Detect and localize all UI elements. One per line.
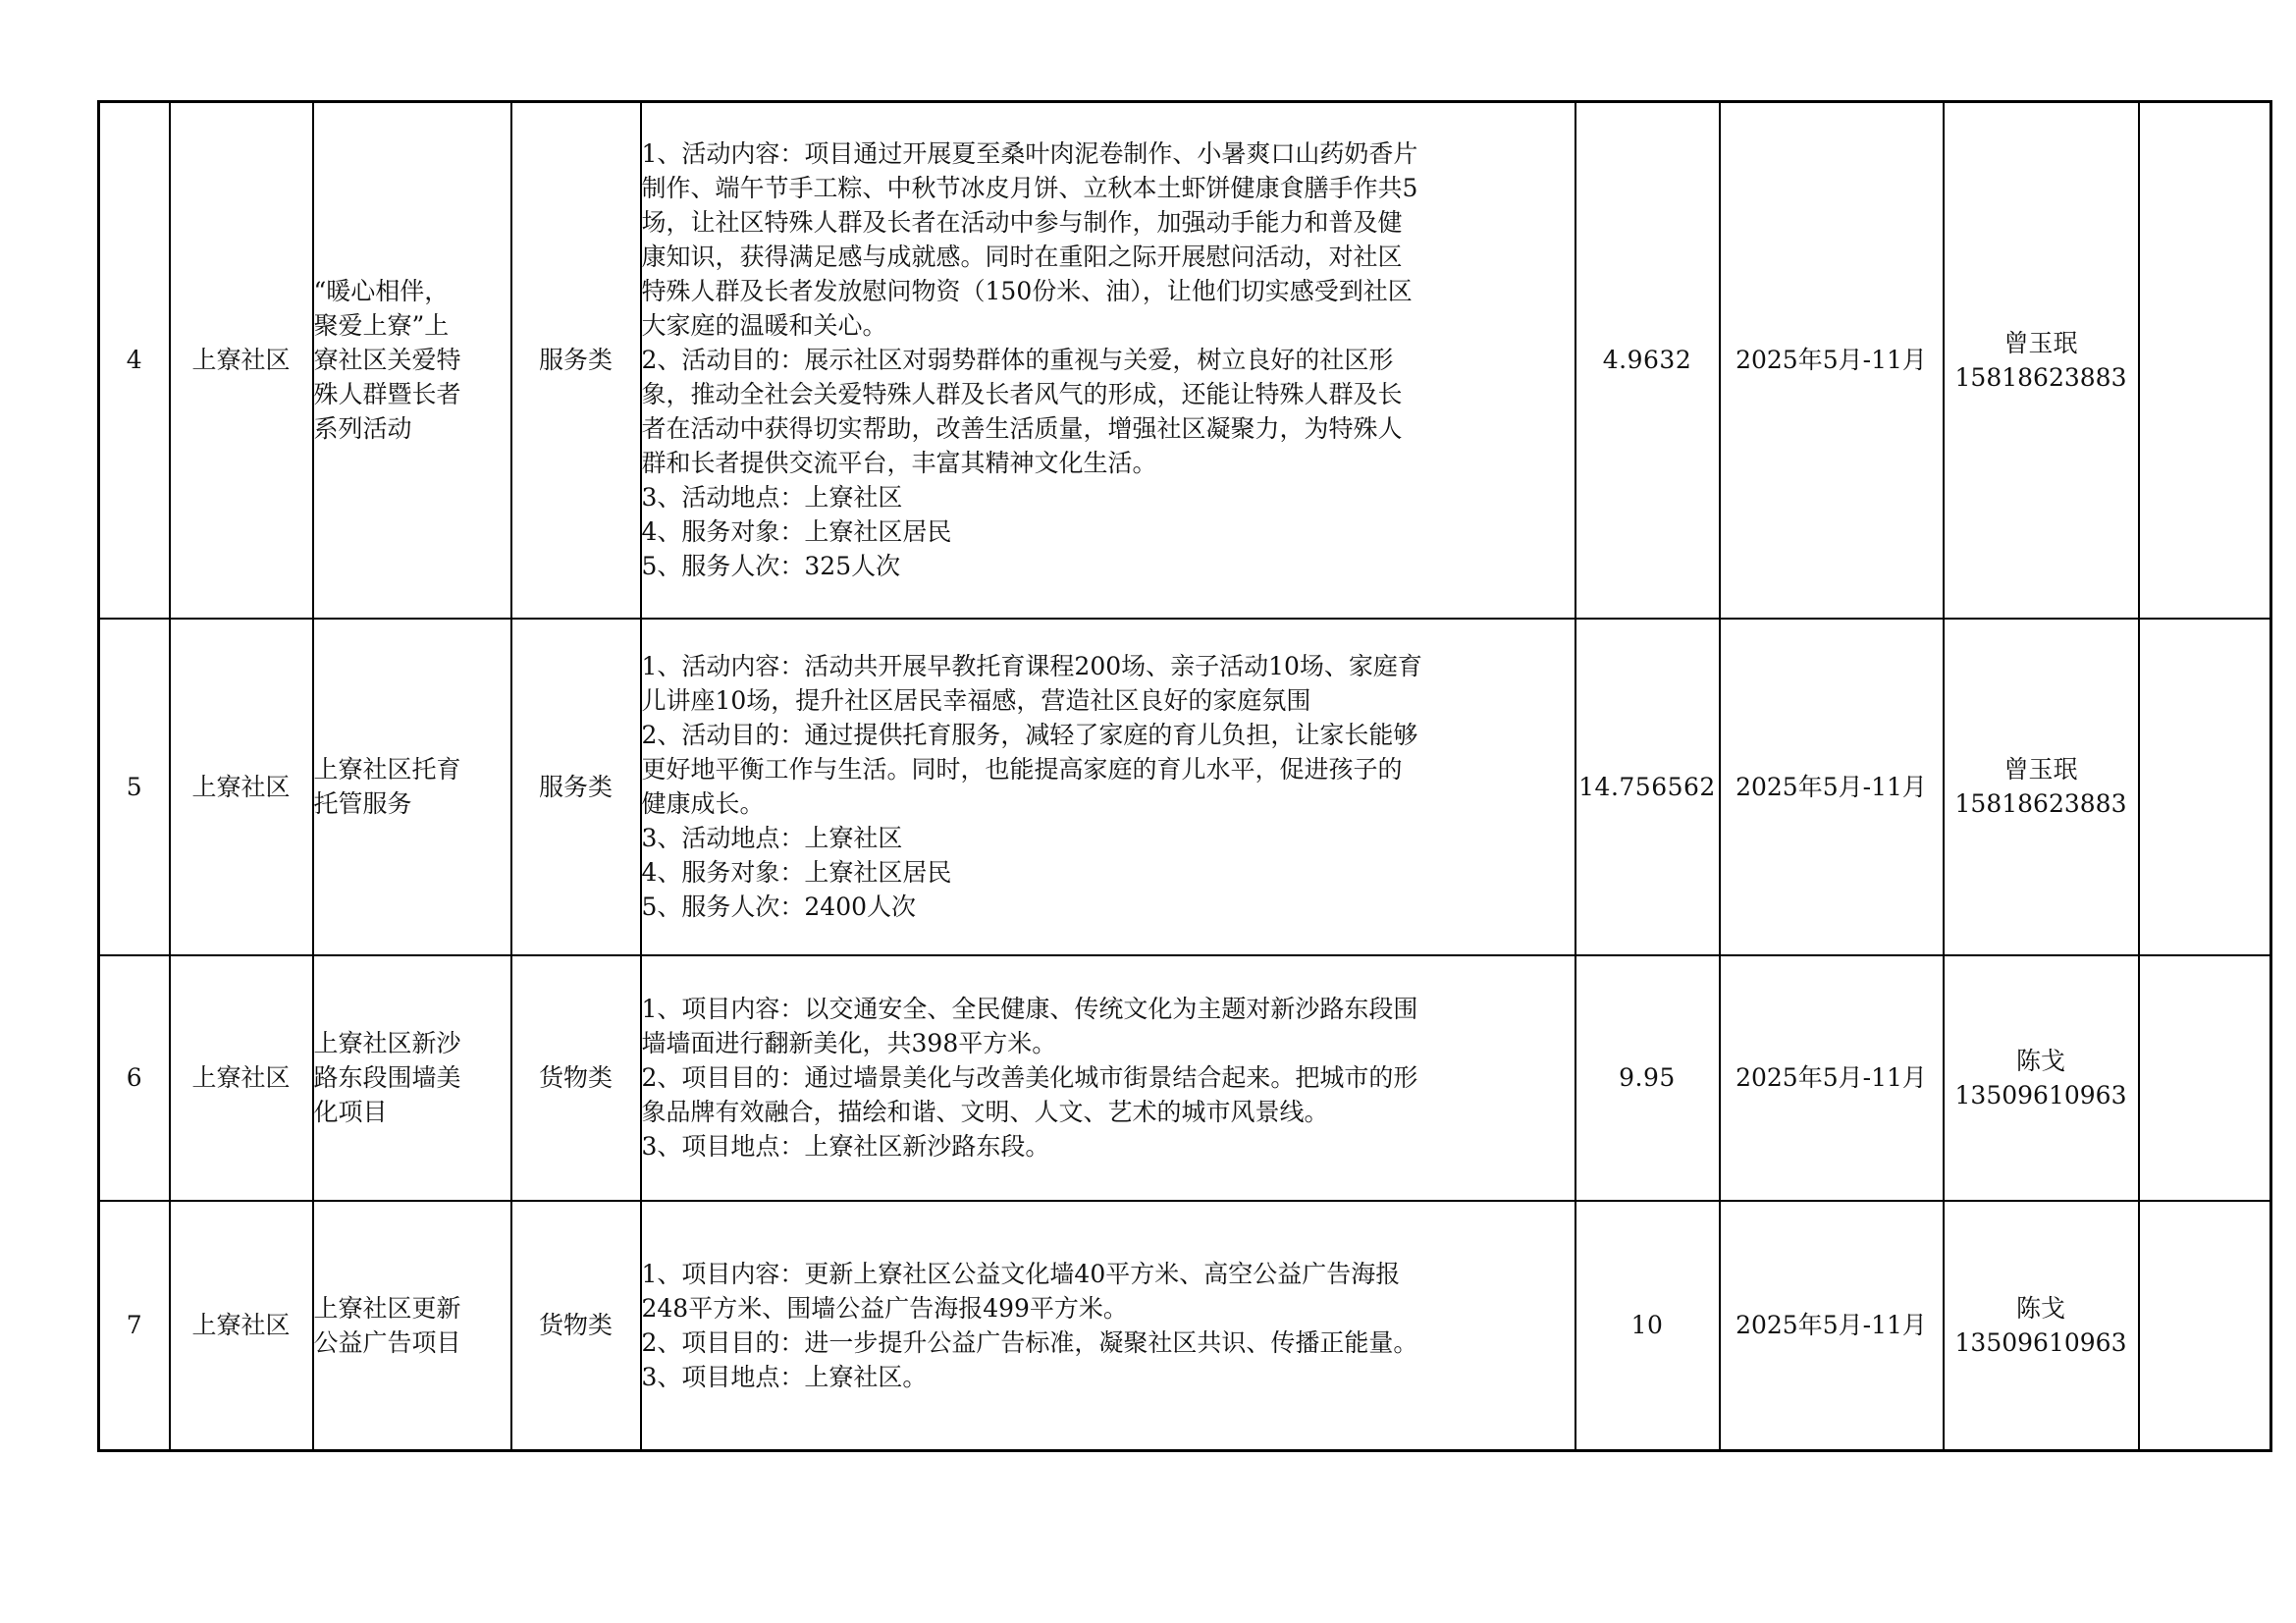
project-detail-cell-line: 2、项目目的：通过墙景美化与改善美化城市街景结合起来。把城市的形 [641, 1063, 1418, 1092]
project-detail-cell-line: 康知识，获得满足感与成就感。同时在重阳之际开展慰问活动，对社区 [641, 243, 1403, 272]
table-body [99, 102, 2271, 1451]
project-detail-cell-line: 1、活动内容：项目通过开展夏至桑叶肉泥卷制作、小暑爽口山药奶香片 [641, 139, 1418, 169]
community-cell: 上寮社区 [170, 955, 313, 1201]
table-row [99, 1201, 2271, 1451]
contact-cell [1944, 955, 2139, 1201]
contact-phone: 13509610963 [1954, 1080, 2127, 1109]
amount-cell: 10 [1575, 1201, 1720, 1451]
amount-cell: 14.756562 [1575, 619, 1720, 955]
amount-cell: 4.9632 [1575, 102, 1720, 619]
project-detail-cell-line: 4、服务对象：上寮社区居民 [641, 858, 952, 887]
project-detail-cell-line: 墙墙面进行翻新美化，共398平方米。 [641, 1029, 1057, 1057]
project-name-cell-line: 公益广告项目 [313, 1327, 461, 1357]
contact-phone: 13509610963 [1954, 1327, 2127, 1357]
project-detail-cell-line: 5、服务人次：325人次 [641, 552, 901, 581]
community-cell: 上寮社区 [170, 619, 313, 955]
project-name-cell-line: 上寮社区更新 [313, 1293, 461, 1323]
project-name-cell-line: 化项目 [313, 1098, 388, 1126]
period-cell: 2025年5月-11月 [1720, 619, 1944, 955]
project-detail-cell-line: 者在活动中获得切实帮助，改善生活质量，增强社区凝聚力，为特殊人 [641, 414, 1403, 444]
project-detail-cell-line: 场，让社区特殊人群及长者在活动中参与制作，加强动手能力和普及健 [641, 208, 1403, 238]
row-number: 4 [99, 102, 170, 619]
project-detail-cell-line: 3、项目地点：上寮社区。 [641, 1362, 928, 1391]
project-detail-cell-line: 健康成长。 [641, 789, 765, 818]
project-detail-cell-line: 1、项目内容：更新上寮社区公益文化墙40平方米、高空公益广告海报 [641, 1259, 1401, 1288]
table-row [99, 955, 2271, 1201]
project-name-cell [313, 955, 511, 1201]
project-name-cell [313, 1201, 511, 1451]
project-detail-cell-line: 象品牌有效融合，描绘和谐、文明、人文、艺术的城市风景线。 [641, 1098, 1329, 1126]
community-cell: 上寮社区 [170, 102, 313, 619]
project-name-cell-line: 殊人群暨长者 [313, 380, 461, 409]
note-cell [2139, 1201, 2271, 1451]
period-cell: 2025年5月-11月 [1720, 1201, 1944, 1451]
contact-cell [1944, 619, 2139, 955]
project-detail-cell-line: 4、服务对象：上寮社区居民 [641, 517, 952, 547]
note-cell [2139, 102, 2271, 619]
project-detail-cell-line: 更好地平衡工作与生活。同时，也能提高家庭的育儿水平，促进孩子的 [641, 755, 1403, 784]
project-detail-cell-line: 群和长者提供交流平台，丰富其精神文化生活。 [641, 449, 1157, 478]
row-number: 7 [99, 1201, 170, 1451]
row-number: 6 [99, 955, 170, 1201]
project-detail-cell-line: 2、活动目的：通过提供托育服务，减轻了家庭的育儿负担，让家长能够 [641, 721, 1418, 749]
note-cell [2139, 955, 2271, 1201]
project-detail-cell [641, 619, 1575, 955]
contact-name: 曾玉珉 [2003, 328, 2078, 357]
community-cell: 上寮社区 [170, 1201, 313, 1451]
contact-name: 陈戈 [2015, 1046, 2065, 1075]
project-detail-cell-line: 大家庭的温暖和关心。 [641, 311, 887, 341]
project-table [97, 100, 2272, 1452]
contact-phone: 15818623883 [1954, 362, 2127, 392]
project-detail-cell-line: 1、项目内容：以交通安全、全民健康、传统文化为主题对新沙路东段围 [641, 995, 1418, 1023]
project-type-cell: 服务类 [511, 102, 641, 619]
amount-cell: 9.95 [1575, 955, 1720, 1201]
project-name-cell-line: 路东段围墙美 [313, 1063, 461, 1092]
note-cell [2139, 619, 2271, 955]
period-cell: 2025年5月-11月 [1720, 955, 1944, 1201]
contact-cell [1944, 102, 2139, 619]
table-row [99, 102, 2271, 619]
project-detail-cell-line: 1、活动内容：活动共开展早教托育课程200场、亲子活动10场、家庭育 [641, 652, 1422, 680]
project-type-cell: 货物类 [511, 1201, 641, 1451]
contact-name: 陈戈 [2015, 1293, 2065, 1323]
contact-phone: 15818623883 [1954, 789, 2127, 818]
project-detail-cell-line: 5、服务人次：2400人次 [641, 893, 917, 921]
project-name-cell-line: 上寮社区新沙 [313, 1029, 461, 1057]
project-detail-cell-line: 象，推动全社会关爱特殊人群及长者风气的形成，还能让特殊人群及长 [641, 380, 1403, 409]
project-type-cell: 服务类 [511, 619, 641, 955]
project-detail-cell [641, 102, 1575, 619]
row-number: 5 [99, 619, 170, 955]
project-type-cell: 货物类 [511, 955, 641, 1201]
project-name-cell-line: 寮社区关爱特 [313, 346, 461, 375]
project-name-cell [313, 102, 511, 619]
project-detail-cell-line: 2、项目目的：进一步提升公益广告标准，凝聚社区共识、传播正能量。 [641, 1327, 1418, 1357]
project-name-cell-line: 上寮社区托育 [313, 755, 461, 784]
contact-cell [1944, 1201, 2139, 1451]
project-name-cell-line: 聚爱上寮”上 [313, 311, 450, 341]
project-detail-cell-line: 儿讲座10场，提升社区居民幸福感，营造社区良好的家庭氛围 [641, 686, 1311, 715]
project-detail-cell-line: 3、活动地点：上寮社区 [641, 483, 903, 513]
project-detail-cell-line: 248平方米、围墙公益广告海报499平方米。 [641, 1293, 1128, 1323]
project-detail-cell-line: 特殊人群及长者发放慰问物资（150份米、油），让他们切实感受到社区 [641, 277, 1413, 306]
project-detail-cell [641, 955, 1575, 1201]
period-cell: 2025年5月-11月 [1720, 102, 1944, 619]
project-detail-cell-line: 3、活动地点：上寮社区 [641, 824, 903, 852]
project-name-cell-line: 系列活动 [313, 414, 412, 444]
project-name-cell-line: 托管服务 [313, 789, 412, 818]
project-detail-cell-line: 2、活动目的：展示社区对弱势群体的重视与关爱，树立良好的社区形 [641, 346, 1394, 375]
contact-name: 曾玉珉 [2003, 755, 2078, 784]
project-detail-cell-line: 3、项目地点：上寮社区新沙路东段。 [641, 1132, 1050, 1161]
table-row [99, 619, 2271, 955]
project-detail-cell-line: 制作、端午节手工粽、中秋节冰皮月饼、立秋本土虾饼健康食膳手作共5 [641, 174, 1418, 203]
project-name-cell [313, 619, 511, 955]
project-name-cell-line: “暖心相伴， [313, 277, 450, 306]
project-detail-cell [641, 1201, 1575, 1451]
